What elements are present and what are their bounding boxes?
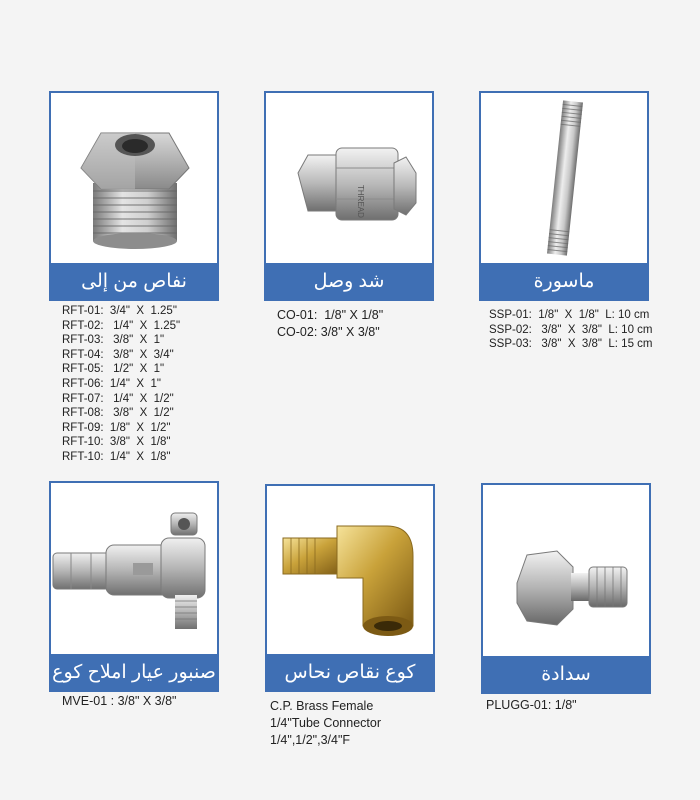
product-title: شد وصل — [266, 263, 432, 299]
product-card-plug[interactable] — [481, 483, 651, 694]
threaded-pipe-nipple-photo — [481, 93, 647, 263]
spec-row: SSP-01: 1/8" X 1/8" L: 10 cm — [489, 309, 650, 321]
product-title: ماسورة — [481, 263, 647, 299]
spec-row: RFT-08: 3/8" X 1/2" — [62, 407, 174, 420]
spec-row: SSP-03: 3/8" X 3/8" L: 15 cm — [489, 338, 653, 351]
spec-row: PLUGG-01: 1/8" — [486, 698, 577, 712]
product-card-union[interactable] — [264, 91, 434, 301]
product-specs-valve — [62, 693, 176, 710]
svg-text:THREAD: THREAD — [356, 185, 365, 218]
spec-row: CO-02: 3/8" X 3/8" — [277, 325, 380, 339]
union-coupling-photo — [266, 93, 432, 263]
spec-row: RFT-09: 1/8" X 1/2" — [62, 421, 171, 434]
spec-row: CO-01: 1/8" X 1/8" — [277, 308, 384, 322]
product-title: نفاص من إلى — [51, 263, 217, 299]
product-card-valve[interactable] — [49, 481, 219, 692]
product-card-pipe[interactable] — [479, 91, 649, 301]
product-specs-plug — [486, 697, 577, 714]
spec-row: RFT-04: 3/8" X 3/4" — [62, 348, 174, 361]
product-specs-union — [277, 307, 383, 341]
spec-row: 1/4",1/2",3/4"F — [270, 733, 351, 747]
spec-row: RFT-06: 1/4" X 1" — [62, 377, 161, 390]
spec-row: RFT-01: 3/4" X 1.25" — [62, 305, 177, 317]
spec-row: RFT-03: 3/8" X 1" — [62, 334, 165, 347]
product-card-reducer[interactable] — [49, 91, 219, 301]
product-specs-pipe — [489, 308, 653, 352]
hex-bushing-reducer-photo — [51, 93, 217, 263]
spec-row: 1/4"Tube Connector — [270, 716, 381, 730]
product-specs-brass-elbow — [270, 698, 381, 749]
spec-row: RFT-10: 1/4" X 1/8" — [62, 450, 171, 463]
spec-row: RFT-10: 3/8" X 1/8" — [62, 436, 171, 449]
spec-row: RFT-05: 1/2" X 1" — [62, 363, 165, 376]
product-title: كوع نقاص نحاس — [267, 654, 433, 690]
spec-row: RFT-02: 1/4" X 1.25" — [62, 319, 181, 332]
spec-row: C.P. Brass Female — [270, 699, 374, 713]
hex-plug-photo — [483, 485, 649, 656]
product-card-brass-elbow[interactable] — [265, 484, 435, 692]
spec-row: MVE-01 : 3/8" X 3/8" — [62, 694, 177, 708]
elbow-valve-photo — [51, 483, 217, 654]
spec-row: SSP-02: 3/8" X 3/8" L: 10 cm — [489, 323, 653, 336]
product-specs-reducer — [62, 304, 180, 465]
spec-row: RFT-07: 1/4" X 1/2" — [62, 392, 174, 405]
product-title: سدادة — [483, 656, 649, 692]
brass-elbow-photo — [267, 486, 433, 654]
product-title: صنبور عيار املاح كوع — [51, 654, 217, 690]
